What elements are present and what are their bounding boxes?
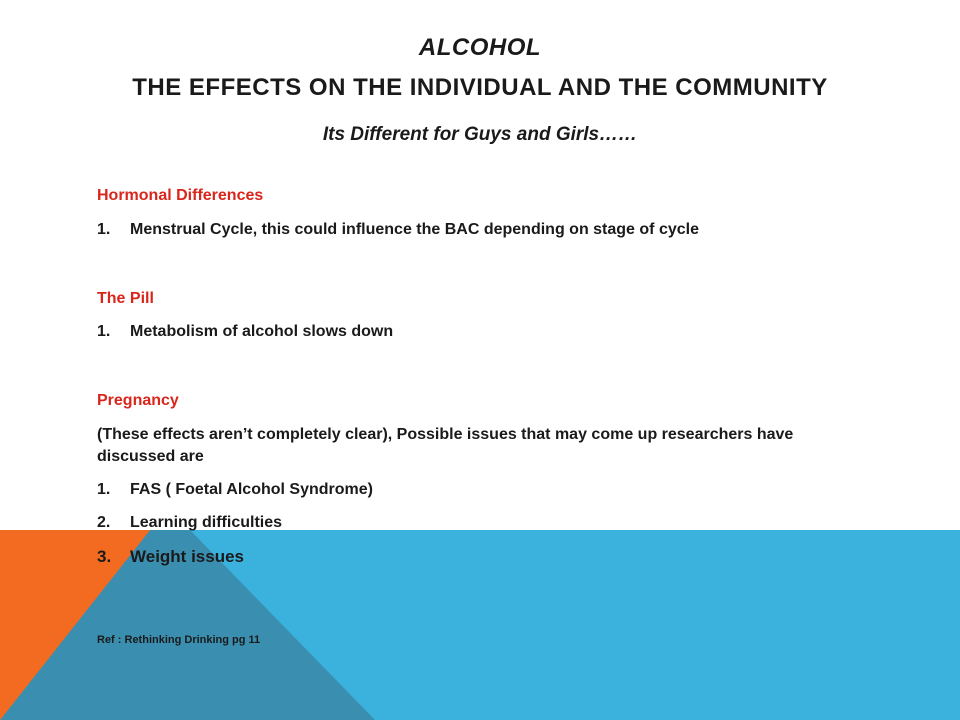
list-item [97,514,857,532]
list-item [97,323,857,341]
reference-note: Ref : Rethinking Drinking pg 11 [97,634,261,646]
slide-subtitle: Its Different for Guys and Girls…… [322,124,638,145]
heading-the-pill: The Pill [97,290,154,307]
slide-title-secondary: THE EFFECTS ON THE INDIVIDUAL AND THE COMMUNITY [132,74,828,101]
list-item-text: FAS ( Foetal Alcohol Syndrome) [130,481,373,498]
list-item-text: Metabolism of alcohol slows down [130,323,394,340]
heading-pregnancy: Pregnancy [97,392,179,409]
list-item-number: 1. [97,323,111,340]
list-item-number: 2. [97,514,111,531]
list-item-text: Learning difficulties [130,514,283,531]
heading-hormonal-differences: Hormonal Differences [97,187,264,204]
list-item-text: Menstrual Cycle, this could influence the BAC depending on stage of cycle [130,221,699,238]
list-item-number: 3. [97,547,112,566]
slide-title-main: ALCOHOL [418,34,542,61]
list-item-number: 1. [97,221,111,238]
pregnancy-intro: (These effects aren’t completely clear), Possible issues that may come up researchers have discussed are [97,426,794,465]
list-item [97,481,857,499]
list-item [97,221,857,239]
list-item-number: 1. [97,481,111,498]
list-item-text: Weight issues [130,547,244,566]
list-item [97,547,857,567]
